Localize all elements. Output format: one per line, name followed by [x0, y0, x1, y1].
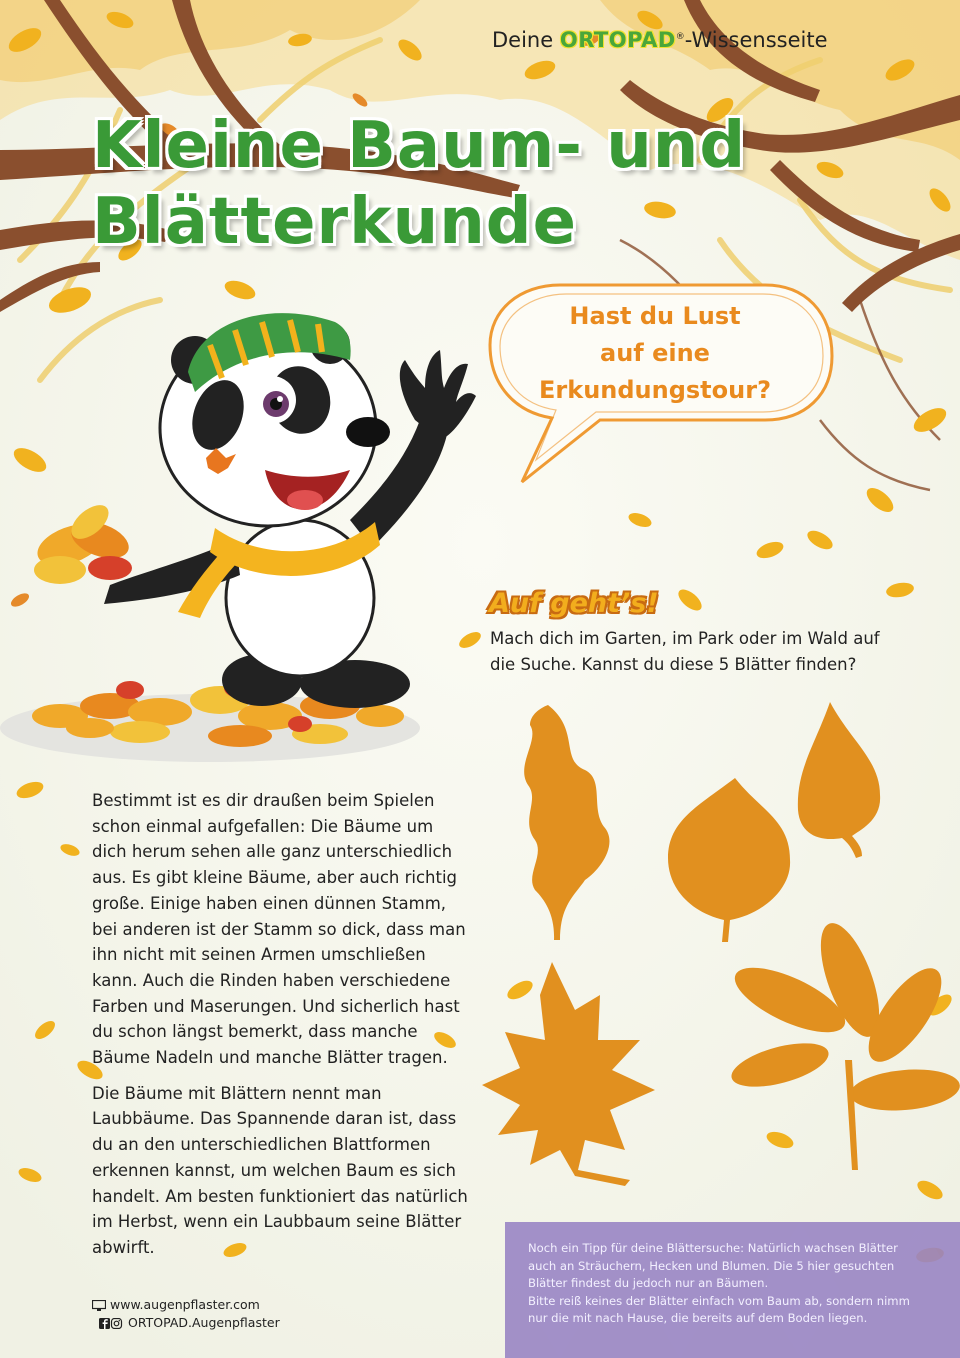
footer-social[interactable] [92, 1315, 280, 1330]
tip-paragraph-1: Noch ein Tipp für deine Blättersuche: Natürlich wachsen Blätter auch an Sträuchern, Hecken und Blumen. Die 5 hier gesuchten Blätter findest du jedoch nur an Bäumen. [528, 1241, 898, 1290]
monitor-icon [92, 1300, 106, 1311]
brand-logo: ORTOPAD [559, 28, 676, 52]
bubble-line-2: auf eine [600, 339, 710, 367]
tip-paragraph-2: Bitte reiß keines der Blätter einfach vom Baum ab, sondern nimm nur die mit nach Hause, die bereits auf dem Boden liegen. [528, 1293, 910, 1325]
header-prefix: Deine [492, 28, 554, 52]
tip-text [528, 1240, 928, 1328]
bubble-line-3: Erkundungstour? [539, 376, 771, 404]
title-line-2: Blätterkunde [92, 185, 577, 259]
instagram-icon [110, 1318, 124, 1329]
header-suffix: -Wissensseite [684, 28, 828, 52]
body-paragraph-2: Die Bäume mit Blättern nennt man Laubbäume. Das Spannende daran ist, dass du an den unterschiedlichen Blattformen erkennen kannst, um welchen Baum es sich handelt. Am besten funktioniert das natürlich im Herbst, wenn ein Laubbaum seine Blätter abwirft. [92, 1083, 468, 1257]
footer-website[interactable] [92, 1297, 260, 1312]
bubble-line-1: Hast du Lust [569, 302, 741, 330]
section-heading: Auf geht’s! [489, 588, 659, 619]
body-text [92, 788, 472, 1271]
section-intro: Mach dich im Garten, im Park oder im Wald auf die Suche. Kannst du diese 5 Blätter finden? [490, 629, 880, 674]
registered-mark: ® [675, 32, 685, 42]
title-line-1: Kleine Baum- und [92, 109, 747, 183]
speech-bubble-text [520, 298, 790, 409]
body-paragraph-1: Bestimmt ist es dir draußen beim Spielen schon einmal aufgefallen: Die Bäume um dich herum sehen alle ganz unterschiedlich aus. Es gibt kleine Bäume, aber auch richtig große. Einige haben einen dünnen Stamm, bei anderen ist der Stamm so dick, dass man ihn nicht mit seinen Armen umschließen kann. Auch die Rinden haben verschiedene Farben und Maserungen. Und sicherlich hast du schon längst bemerkt, dass manche Bäume Nadeln und manche Blätter tragen. [92, 791, 466, 1068]
page-header [492, 28, 828, 52]
website-link[interactable]: www.augenpflaster.com [110, 1297, 260, 1312]
page-title [92, 108, 746, 260]
social-handle[interactable]: ORTOPAD.Augenpflaster [128, 1315, 280, 1330]
